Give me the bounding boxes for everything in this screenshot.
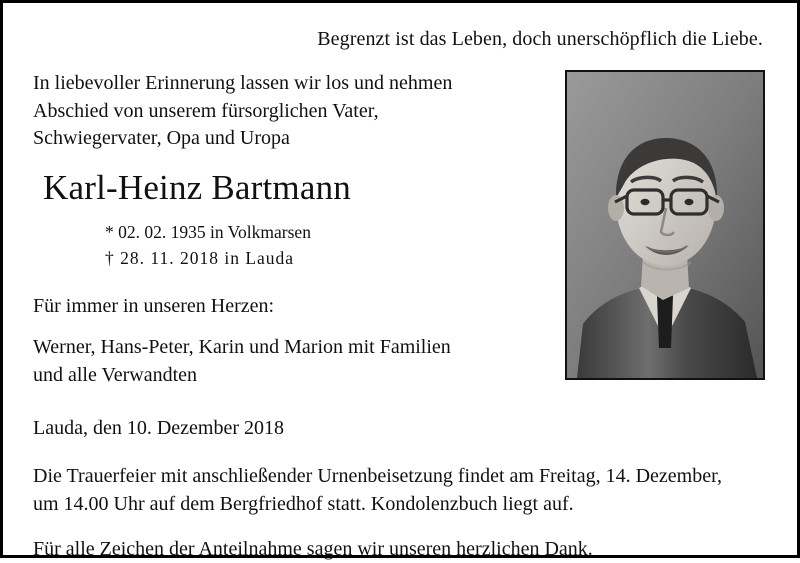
family-line-1: Werner, Hans-Peter, Karin und Marion mit Familien	[33, 336, 451, 359]
intro-line-1: In liebevoller Erinnerung lassen wir los und nehmen	[33, 72, 453, 94]
notice-body	[33, 70, 767, 389]
memory-title: Für immer in unseren Herzen:	[33, 295, 275, 318]
notice-footer	[33, 415, 767, 563]
epigraph-text: Begrenzt ist das Leben, doch unerschöpflich die Liebe.	[317, 28, 763, 50]
place-and-date: Lauda, den 10. Dezember 2018	[33, 417, 285, 440]
family-line-2: und alle Verwandten	[33, 363, 198, 386]
portrait-photo	[565, 70, 765, 380]
ceremony-details	[33, 462, 767, 518]
intro-line-3: Schwiegervater, Opa und Uropa	[33, 127, 290, 150]
intro-line-2: Abschied von unserem fürsorglichen Vater,	[33, 99, 379, 122]
thanks-text: Für alle Zeichen der Anteilnahme sagen wir unseren herzlichen Dank.	[33, 538, 593, 561]
ceremony-line-1: Die Trauerfeier mit anschließender Urnenbeisetzung findet am Freitag, 14. Dezember,	[33, 465, 722, 488]
portrait-illustration	[567, 72, 763, 378]
death-date: † 28. 11. 2018 in Lauda	[105, 248, 295, 269]
birth-date: * 02. 02. 1935 in Volkmarsen	[105, 221, 311, 242]
intro-paragraph	[33, 70, 553, 153]
notice-text-column	[33, 70, 553, 389]
family-list	[33, 334, 553, 389]
deceased-name: Karl-Heinz Bartmann	[43, 167, 351, 207]
ceremony-line-2: um 14.00 Uhr auf dem Bergfriedhof statt. Kondolenzbuch liegt auf.	[33, 493, 574, 516]
life-dates	[33, 219, 553, 272]
